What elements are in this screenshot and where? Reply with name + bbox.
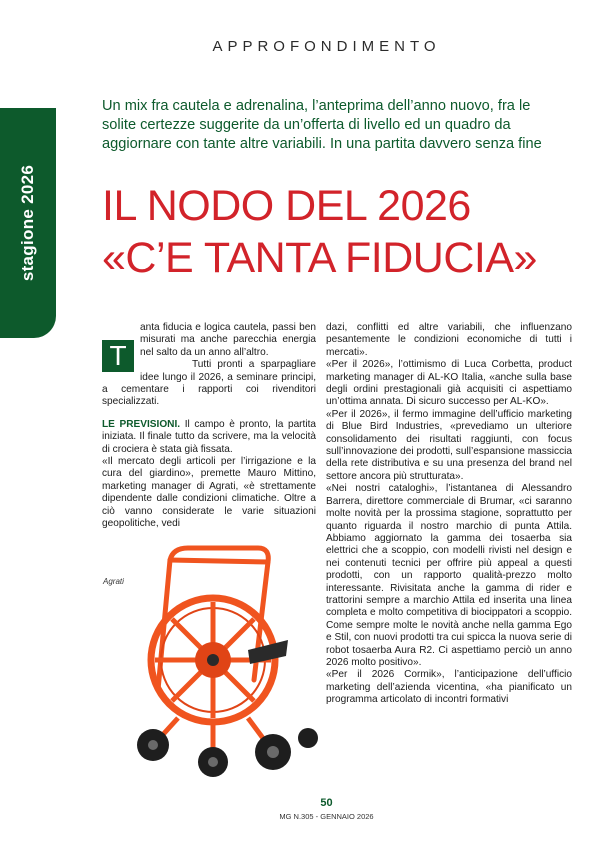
- photo-caption: Agrati: [103, 577, 124, 586]
- cormik-paragraph: «Per il 2026 Cormik», l’anticipazione dell’ufficio marketing dell’azienda vicentina, «ha pianificato un programma articolato di incontri formativi: [326, 669, 572, 706]
- hose-reel-cart-image: [118, 540, 318, 780]
- previsioni-paragraph: [102, 419, 316, 456]
- side-tab: [0, 108, 56, 338]
- title-line-1: IL NODO DEL 2026: [102, 182, 471, 230]
- issue-line: MG N.305 - GENNAIO 2026: [279, 812, 374, 821]
- lead-paragraph: Un mix fra cautela e adrenalina, l’anteprima dell’anno nuovo, fra le solite certezze suggerite da un’offerta di livello ed un quadro da aggiornare con tante altre variabili. In una partita davvero senza fine: [102, 98, 542, 152]
- column-1: [102, 322, 316, 531]
- page-number: 50: [320, 797, 333, 809]
- section-label: APPROFONDIMENTO: [212, 38, 441, 55]
- wheels: [137, 728, 318, 777]
- title-line-2: «C’E TANTA FIDUCIA»: [102, 234, 537, 282]
- blue-bird-paragraph: «Per il 2026», il fermo immagine dell’ufficio marketing di Blue Bird Industries, «prevediamo un ulteriore consolidamento dei risultati raggiunti, con focus sull’innovazione dei prodotti, sull’espansione massiccia della rete distributiva e su una presenza del brand nel settore ancora più strutturata».: [326, 408, 572, 482]
- drop-cap: T: [102, 340, 134, 372]
- intro-paragraph-2: Tutti pronti a sparpagliare idee lungo il 2026, a seminare principi, a cementare i rapporti coi rivenditori specializzati.: [102, 359, 316, 408]
- intro-paragraph: anta fiducia e logica cautela, passi ben misurati ma anche parecchia energia nel salto da un anno all’altro.: [140, 322, 316, 358]
- brumar-paragraph: «Nei nostri cataloghi», l’istantanea di Alessandro Barrera, direttore commerciale di Brumar, «ci saranno molte novità per la prossima stagione, soprattutto per quanto riguarda il nostro marchio di punta Attila. Abbiamo aggiornato la gamma dei tosaerba sia elettrici che a scoppio, con modelli rivisti nel design e nei contenuti tecnici per offrire più appeal a questi prodotti, con un rapporto qualità-prezzo molto interessante. Rivisitata anche la gamma di rider e trattorini sempre a marchio Attila ed inserita una linea completa e molto competitiva di biocippatori a scoppio. Come sempre molte le novità anche nella gamma Ego e Stil, con nuovi prodotti tra cui spicca la nuova serie di robot tosaerba Aura R2. Ci aspettiamo perciò un anno 2026 molto positivo».: [326, 483, 572, 668]
- subhead: LE PREVISIONI.: [102, 418, 181, 430]
- previsioni-text: Il campo è pronto, la partita iniziata. Il finale tutto da scrivere, ma la velocità di crociera è stata già fissata.: [102, 418, 317, 455]
- agrati-paragraph: «Il mercato degli articoli per l’irrigazione e la cura del giardino», premette Mauro Mittino, marketing manager di Agrati, «è strettamente dipendente dalle condizioni climatiche. Oltre a ciò vanno considerate le varie situazioni geopolitiche, vedi: [102, 456, 316, 530]
- col2-paragraph-1: dazi, conflitti ed altre variabili, che influenzano pesantemente le condizioni economiche di tutti i mercati».: [326, 322, 572, 358]
- article-title: [102, 180, 572, 284]
- side-tab-label: stagione 2026: [18, 164, 37, 282]
- column-2: [326, 322, 572, 707]
- al-ko-paragraph: «Per il 2026», l’ottimismo di Luca Corbetta, product marketing manager di AL-KO Italia, «anche sulla base degli ordini prestagionali già acquisiti ci aspettiamo un’ottima annata. Di sicuro successo per AL-KO».: [326, 359, 572, 408]
